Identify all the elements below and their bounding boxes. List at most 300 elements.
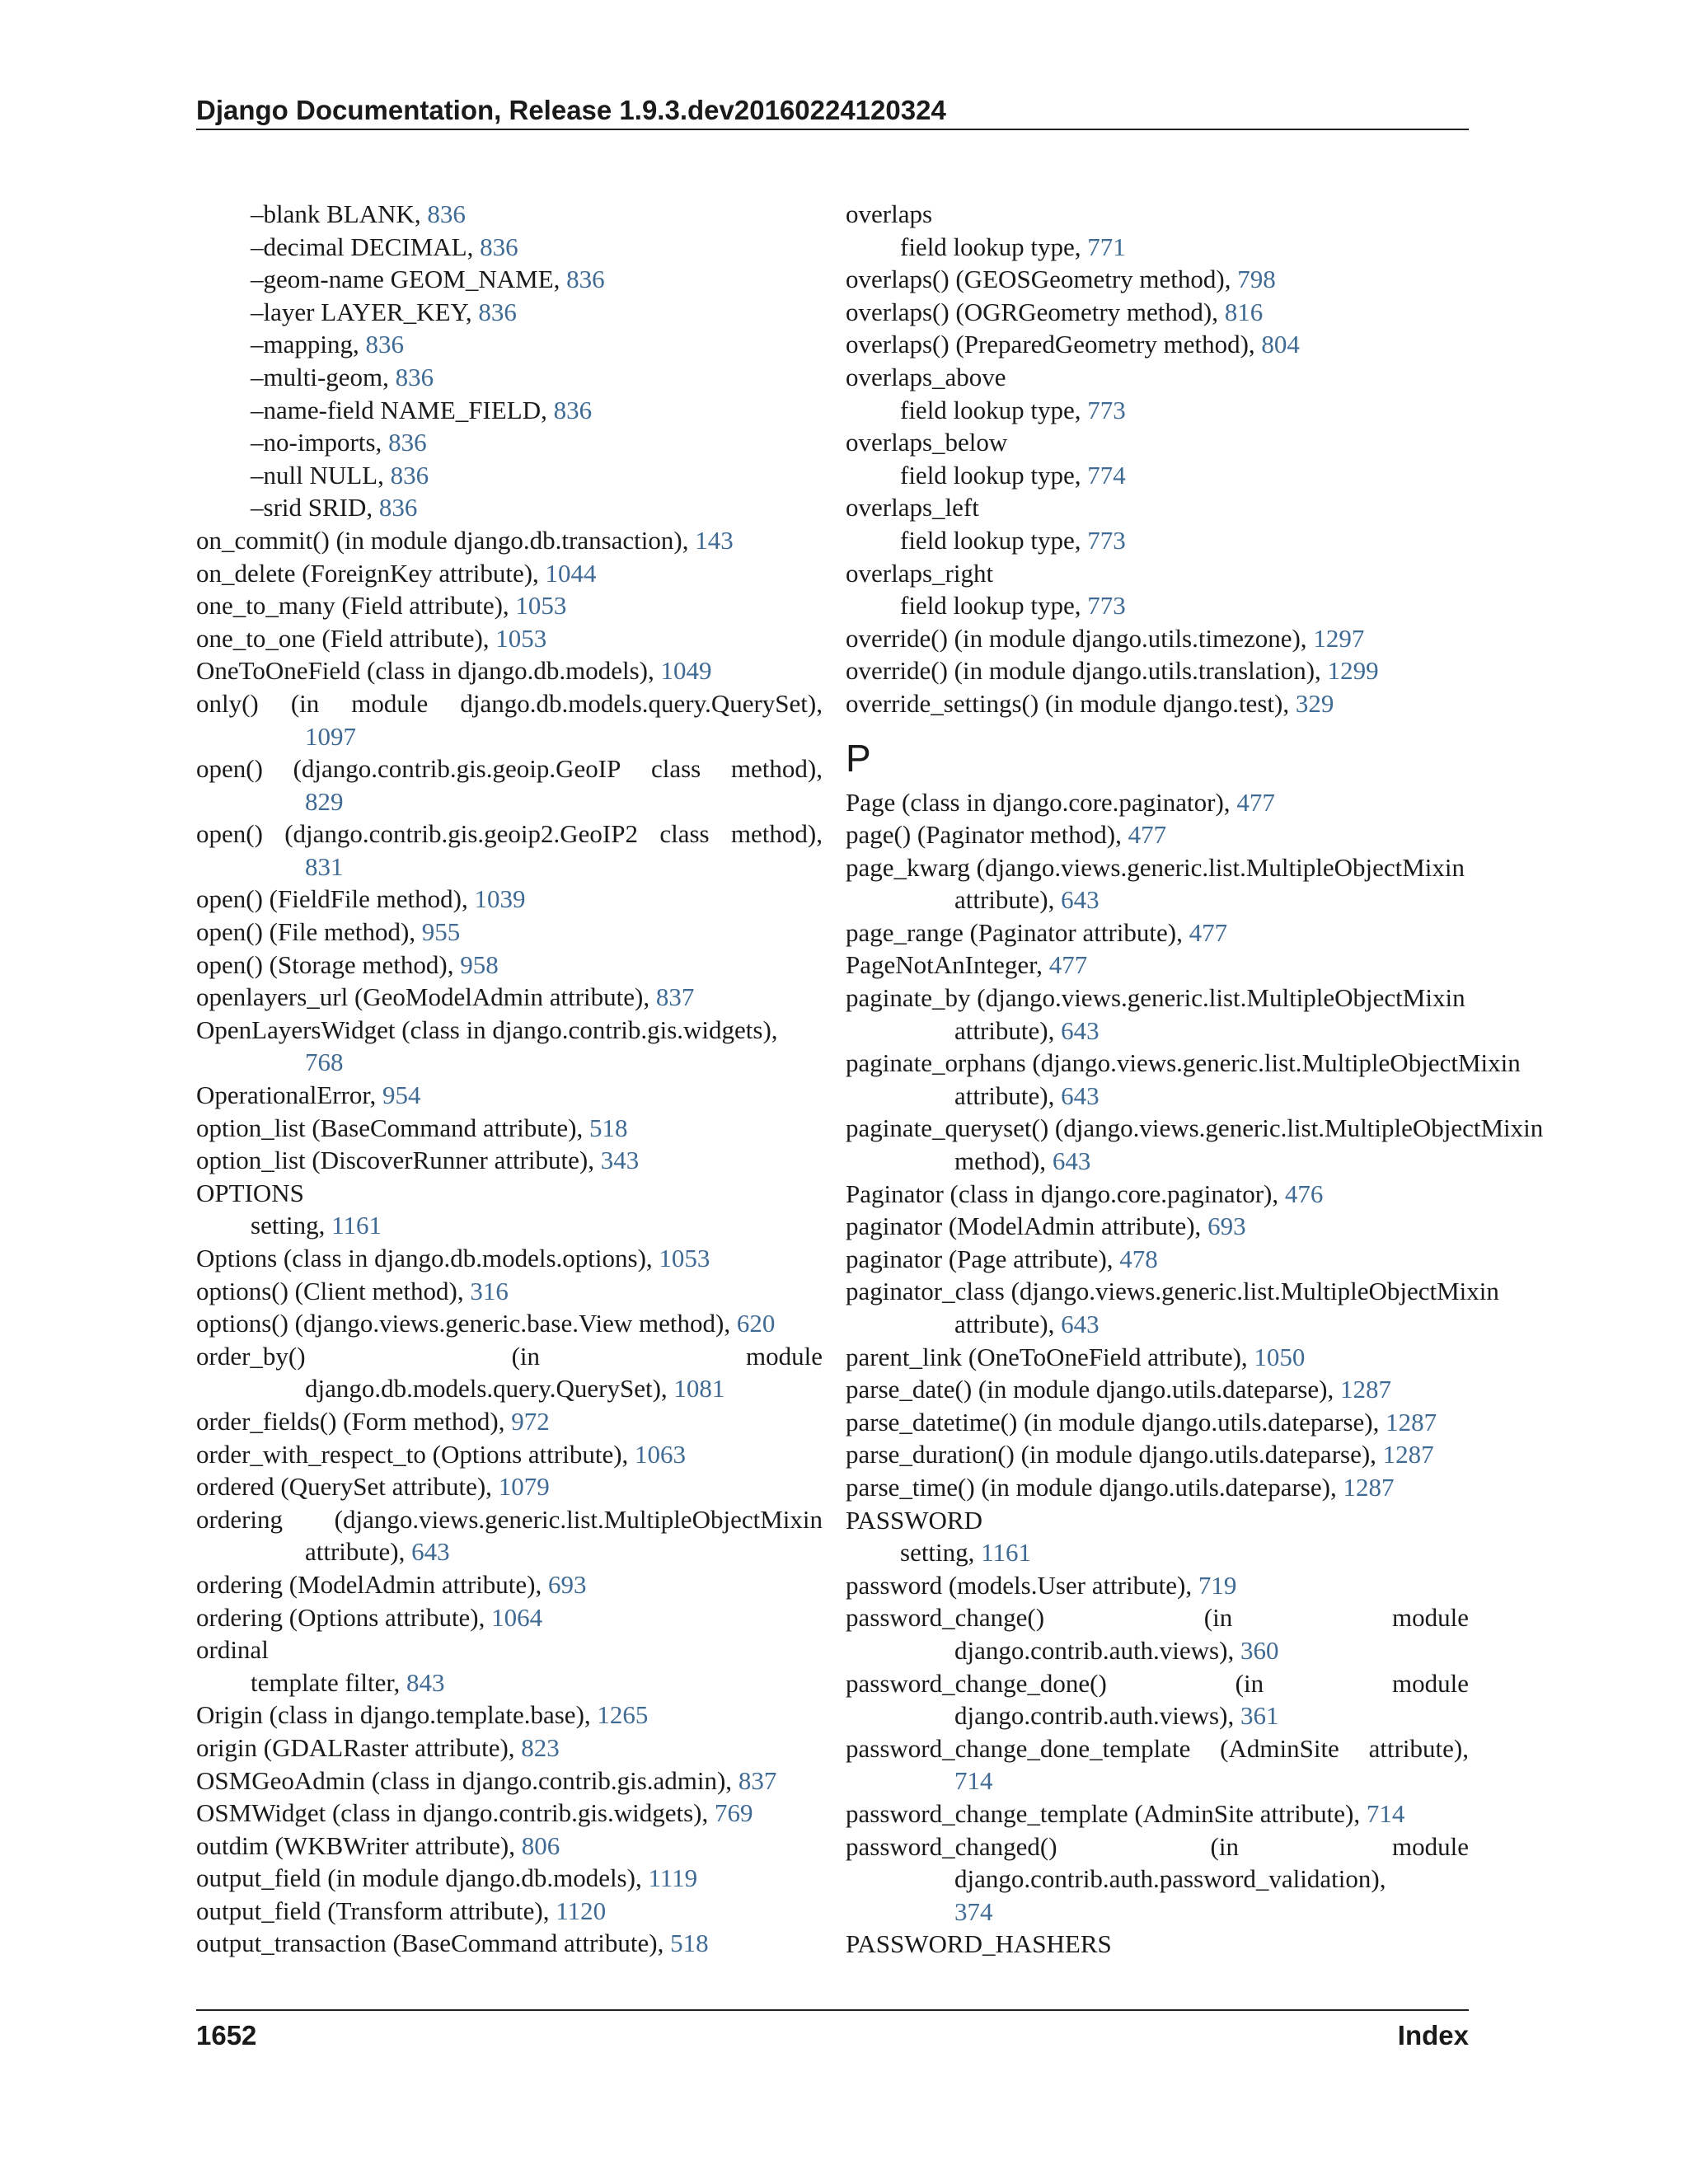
index-entry (846, 1471, 1469, 1504)
entry-text: OSMWidget (class in django.contrib.gis.widgets), (196, 1798, 715, 1828)
index-subentry (846, 231, 1469, 264)
entry-text: Page (class in django.core.paginator), (846, 787, 1237, 817)
index-entry (846, 1830, 1469, 1863)
entry-text-part: django.db.models.query.QuerySet), (460, 688, 823, 718)
entry-text-part: (in (1210, 1831, 1239, 1861)
index-entry (846, 263, 1469, 296)
entry-text: parent_link (OneToOneField attribute), (846, 1342, 1254, 1371)
page-reference-link[interactable]: 773 (1087, 525, 1126, 555)
entry-text-part: password_changed() (846, 1831, 1057, 1861)
entry-text-part: module (351, 688, 429, 718)
index-entry (196, 1797, 823, 1830)
index-subentry (846, 1536, 1469, 1569)
entry-text: attribute), (954, 885, 1062, 915)
entry-text: output_transaction (BaseCommand attribute), (196, 1929, 671, 1958)
index-entry (846, 1341, 1469, 1374)
entry-text-part: (AdminSite (1220, 1733, 1339, 1763)
entry-text-part: module (1392, 1668, 1469, 1698)
page-reference-link[interactable]: 958 (460, 949, 499, 979)
index-entry-continuation (846, 1765, 1469, 1797)
page-reference-link[interactable]: 1063 (635, 1439, 687, 1469)
entry-text: overlaps() (PreparedGeometry method), (846, 330, 1262, 359)
index-entry-continuation (846, 1015, 1469, 1047)
entry-text: override_settings() (in module django.test), (846, 688, 1296, 718)
entry-text: one_to_many (Field attribute), (196, 591, 516, 621)
entry-text-part: only() (196, 688, 259, 718)
page-reference-link[interactable]: 643 (1061, 1080, 1100, 1110)
header-rule (196, 129, 1469, 130)
page-reference-link[interactable]: 829 (305, 786, 344, 816)
entry-text: override() (in module django.utils.timezone), (846, 623, 1314, 653)
entry-text-part: open() (196, 819, 263, 849)
entry-text-part: method), (730, 754, 823, 784)
entry-text: open() (File method), (196, 917, 422, 947)
page-reference-link[interactable]: 1161 (331, 1211, 382, 1240)
index-entry (196, 949, 823, 982)
entry-text-part: (in (1203, 1603, 1233, 1633)
page-reference-link[interactable]: 769 (715, 1798, 753, 1828)
page-reference-link[interactable]: 1039 (474, 884, 526, 914)
index-entry-continuation (846, 1896, 1469, 1929)
entry-text: –multi-geom, (251, 362, 396, 391)
index-entry (196, 1112, 823, 1145)
index-entry (196, 1568, 823, 1601)
entry-text: overlaps_right (846, 558, 994, 588)
entry-text: overlaps (846, 199, 933, 228)
index-entry (846, 1667, 1469, 1700)
entry-text: –null NULL, (251, 460, 391, 490)
entry-text-part: (django.contrib.gis.geoip.GeoIP (293, 754, 621, 784)
entry-text-part: class (659, 819, 710, 849)
index-subentry (196, 1666, 823, 1699)
page-reference-link[interactable]: 693 (548, 1569, 587, 1599)
entry-text: open() (FieldFile method), (196, 884, 475, 914)
page-reference-link[interactable]: 836 (553, 395, 593, 424)
entry-text-part: ordering (196, 1504, 284, 1534)
index-entry (196, 1895, 823, 1928)
index-entry (196, 883, 823, 916)
index-entry (846, 198, 1469, 231)
page-reference-link[interactable]: 1064 (491, 1602, 543, 1632)
page-reference-link[interactable]: 1081 (673, 1374, 725, 1404)
index-entry (196, 1732, 823, 1765)
index-subentry (196, 263, 823, 296)
entry-text: –mapping, (251, 330, 366, 359)
index-subentry (196, 394, 823, 427)
page-reference-link[interactable]: 771 (1087, 232, 1126, 261)
page-reference-link[interactable]: 1287 (1340, 1375, 1391, 1404)
entry-text: OneToOneField (class in django.db.models), (196, 656, 661, 686)
entry-text: page_kwarg (django.views.generic.list.MultipleObjectMixin (846, 852, 1465, 882)
page-reference-link[interactable]: 714 (1366, 1798, 1405, 1828)
page-reference-link[interactable]: 843 (406, 1667, 445, 1697)
page-reference-link[interactable]: 477 (1048, 950, 1088, 980)
index-entry-continuation (196, 1372, 823, 1405)
index-entry (196, 1144, 823, 1177)
page-reference-link[interactable]: 836 (427, 199, 466, 228)
entry-text: attribute), (954, 1310, 1062, 1338)
entry-text: attribute), (305, 1537, 412, 1567)
page-reference-link[interactable]: 836 (390, 460, 429, 490)
page-reference-link[interactable]: 643 (1061, 1310, 1100, 1338)
entry-text-part: (in (1235, 1668, 1264, 1698)
index-entry (846, 654, 1469, 687)
entry-text: order_with_respect_to (Options attribute), (196, 1439, 635, 1469)
running-header: Django Documentation, Release 1.9.3.dev20160224120324 (196, 95, 946, 125)
index-column-left (196, 198, 823, 1960)
entry-text: django.contrib.auth.views), (954, 1701, 1240, 1731)
page-reference-link[interactable]: 1050 (1254, 1342, 1306, 1371)
page-reference-link[interactable]: 954 (382, 1080, 421, 1110)
index-entry (196, 1862, 823, 1895)
index-subentry (196, 231, 823, 264)
entry-text: field lookup type, (900, 591, 1088, 621)
index-entry (846, 1243, 1469, 1276)
index-entry (196, 916, 823, 949)
index-entry-continuation (846, 1699, 1469, 1732)
index-entry (846, 1928, 1469, 1961)
page-reference-link[interactable]: 316 (470, 1276, 509, 1305)
entry-text: OSMGeoAdmin (class in django.contrib.gis.admin), (196, 1765, 738, 1795)
entry-text: paginator (ModelAdmin attribute), (846, 1212, 1208, 1241)
index-entry (196, 818, 823, 851)
index-subentry (846, 524, 1469, 557)
entry-text: Origin (class in django.template.base), (196, 1700, 598, 1730)
page-reference-link[interactable]: 955 (421, 917, 461, 947)
index-entry-continuation (846, 1634, 1469, 1667)
entry-text: output_field (Transform attribute), (196, 1896, 556, 1925)
entry-text: –name-field NAME_FIELD, (251, 395, 554, 424)
index-entry-continuation (846, 1308, 1469, 1341)
entry-text: one_to_one (Field attribute), (196, 623, 496, 653)
index-entry-continuation (196, 720, 823, 753)
entry-text-part: (in (290, 688, 320, 718)
entry-text-part: module (746, 1341, 823, 1371)
page-reference-link[interactable]: 798 (1237, 265, 1276, 294)
entry-text: parse_date() (in module django.utils.dateparse), (846, 1375, 1340, 1404)
page-reference-link[interactable]: 836 (378, 493, 418, 523)
page-reference-link[interactable]: 1287 (1343, 1472, 1395, 1502)
index-entry (196, 557, 823, 590)
page-reference-link[interactable]: 1120 (556, 1896, 607, 1925)
page-reference-link[interactable]: 837 (738, 1765, 777, 1795)
index-entry (846, 687, 1469, 720)
entry-text: password (models.User attribute), (846, 1570, 1198, 1600)
index-entry (196, 1765, 823, 1797)
page-reference-link[interactable]: 1097 (305, 721, 356, 751)
index-entry (196, 1079, 823, 1112)
entry-text: order_fields() (Form method), (196, 1406, 512, 1436)
index-entry (846, 1112, 1544, 1145)
page-reference-link[interactable]: 768 (305, 1047, 344, 1077)
page-reference-link[interactable]: 361 (1240, 1701, 1279, 1731)
index-entry (196, 1340, 823, 1373)
page-reference-link[interactable]: 1053 (515, 591, 567, 621)
page-reference-link[interactable]: 836 (566, 265, 605, 294)
footer-rule (196, 2009, 1469, 2011)
entry-text: –blank BLANK, (251, 199, 428, 228)
entry-text: paginate_by (django.views.generic.list.MultipleObjectMixin (846, 983, 1465, 1013)
page-reference-link[interactable]: 836 (388, 428, 427, 457)
index-entry-continuation (196, 1535, 823, 1568)
page-reference-link[interactable]: 374 (954, 1896, 993, 1926)
index-entry (846, 1601, 1469, 1634)
page-reference-link[interactable]: 477 (1128, 820, 1167, 850)
index-entry (196, 1177, 823, 1210)
entry-text: setting, (251, 1211, 332, 1240)
entry-text: –geom-name GEOM_NAME, (251, 265, 567, 294)
entry-text: options() (django.views.generic.base.View method), (196, 1309, 737, 1338)
entry-text: ordered (QuerySet attribute), (196, 1472, 499, 1502)
page-reference-link[interactable]: 643 (1061, 885, 1100, 915)
page-reference-link[interactable]: 1287 (1386, 1407, 1437, 1436)
page-reference-link[interactable]: 823 (521, 1732, 560, 1762)
index-entry (196, 1438, 823, 1471)
entry-text: django.db.models.query.QuerySet), (305, 1374, 674, 1404)
page-reference-link[interactable]: 1053 (659, 1244, 710, 1272)
entry-text: output_field (in module django.db.models), (196, 1863, 649, 1893)
entry-text: on_delete (ForeignKey attribute), (196, 558, 546, 588)
index-entry (196, 1633, 823, 1666)
index-entry (846, 1047, 1521, 1080)
index-entry-continuation (846, 1863, 1469, 1896)
page-reference-link[interactable]: 693 (1207, 1212, 1246, 1241)
entry-text-part: open() (196, 754, 263, 784)
entry-text-part: password_change_done() (846, 1668, 1107, 1698)
entry-text: ordering (Options attribute), (196, 1602, 492, 1632)
page-reference-link[interactable]: 1287 (1382, 1440, 1434, 1469)
page-reference-link[interactable]: 518 (670, 1929, 709, 1958)
index-entry (846, 426, 1469, 459)
index-entry (196, 1014, 823, 1047)
index-entry (846, 1178, 1469, 1211)
index-entry-continuation (196, 851, 823, 883)
page-reference-link[interactable]: 1161 (981, 1538, 1032, 1568)
index-entry (196, 1405, 823, 1438)
index-subentry (196, 296, 823, 329)
page-reference-link[interactable]: 1119 (648, 1863, 698, 1893)
entry-text: OperationalError, (196, 1080, 382, 1110)
index-entry-continuation (196, 785, 823, 818)
entry-text: outdim (WKBWriter attribute), (196, 1830, 522, 1860)
entry-text: attribute), (954, 1080, 1062, 1110)
index-subentry (196, 459, 823, 492)
entry-text: option_list (BaseCommand attribute), (196, 1113, 589, 1142)
page-reference-link[interactable]: 804 (1261, 330, 1300, 359)
page-reference-link[interactable]: 620 (736, 1309, 776, 1338)
index-entry (846, 328, 1469, 361)
page-reference-link[interactable]: 837 (655, 982, 695, 1012)
index-entry (196, 654, 823, 687)
page-reference-link[interactable]: 806 (521, 1830, 560, 1860)
index-entry (846, 818, 1469, 851)
page-reference-link[interactable]: 478 (1119, 1244, 1158, 1273)
page-reference-link[interactable]: 360 (1240, 1635, 1279, 1665)
entry-text: field lookup type, (900, 395, 1088, 424)
index-entry (846, 361, 1469, 394)
index-subentry (846, 589, 1469, 622)
index-entry (846, 1797, 1469, 1830)
entry-text-part: method), (730, 819, 823, 849)
page-reference-link[interactable]: 836 (395, 362, 434, 391)
page-reference-link[interactable]: 831 (305, 851, 344, 881)
page-reference-link[interactable]: 1265 (597, 1700, 649, 1730)
index-entry (196, 1275, 823, 1308)
index-entry-continuation (196, 1046, 823, 1079)
page-reference-link[interactable]: 774 (1087, 460, 1126, 490)
entry-text: option_list (DiscoverRunner attribute), (196, 1146, 601, 1175)
footer-section: Index (1397, 2020, 1469, 2050)
entry-text: paginator (Page attribute), (846, 1244, 1120, 1273)
index-letter-heading: P (846, 736, 871, 780)
page-reference-link[interactable]: 143 (695, 525, 734, 555)
entry-text: ordinal (196, 1635, 269, 1665)
index-entry (196, 622, 823, 655)
page-reference-link[interactable]: 1079 (498, 1472, 550, 1502)
entry-text: parse_duration() (in module django.utils.dateparse), (846, 1440, 1383, 1469)
index-entry-continuation (846, 1145, 1469, 1178)
index-entry (846, 1210, 1469, 1243)
entry-text: field lookup type, (900, 460, 1088, 490)
page-reference-link[interactable]: 1049 (660, 656, 712, 686)
entry-text: setting, (900, 1538, 982, 1568)
page-number: 1652 (196, 2020, 257, 2050)
entry-text: overlaps_left (846, 493, 979, 523)
page-reference-link[interactable]: 477 (1189, 917, 1228, 947)
entry-text: password_change_template (AdminSite attribute), (846, 1798, 1367, 1828)
entry-text-part: class (650, 754, 701, 784)
entry-text: django.contrib.auth.views), (954, 1635, 1240, 1665)
entry-text: ordering (ModelAdmin attribute), (196, 1569, 549, 1599)
entry-text: field lookup type, (900, 232, 1088, 261)
entry-text-part: order_by() (196, 1341, 306, 1371)
entry-text: options() (Client method), (196, 1276, 471, 1305)
index-entry (846, 491, 1469, 524)
entry-text-part: module (1392, 1831, 1469, 1861)
index-entry (846, 1569, 1469, 1602)
page-reference-link[interactable]: 1299 (1327, 656, 1379, 686)
entry-text: overlaps_above (846, 362, 1006, 391)
entry-text: PASSWORD_HASHERS (846, 1929, 1112, 1959)
index-entry (196, 687, 823, 720)
entry-text-part: attribute), (1368, 1733, 1469, 1763)
page-reference-link[interactable]: 643 (1052, 1146, 1091, 1176)
index-entry (196, 524, 823, 557)
page-reference-link[interactable]: 719 (1198, 1570, 1237, 1600)
page-reference-link[interactable]: 816 (1224, 297, 1264, 326)
page-reference-link[interactable]: 773 (1087, 591, 1126, 621)
entry-text: paginator_class (django.views.generic.list.MultipleObjectMixin (846, 1277, 1499, 1306)
page-reference-link[interactable]: 329 (1295, 688, 1334, 718)
index-entry-continuation (846, 883, 1469, 916)
entry-text: parse_datetime() (in module django.utils.dateparse), (846, 1407, 1386, 1436)
entry-text-part: (in (511, 1341, 540, 1371)
entry-text: openlayers_url (GeoModelAdmin attribute), (196, 982, 656, 1012)
index-entry (196, 1699, 823, 1732)
index-entry (846, 949, 1469, 982)
page-reference-link[interactable]: 773 (1087, 395, 1126, 424)
entry-text-part: password_change() (846, 1603, 1045, 1633)
index-subentry (196, 491, 823, 524)
index-subentry (846, 459, 1469, 492)
page-reference-link[interactable]: 836 (365, 330, 404, 359)
entry-text: django.contrib.auth.password_validation), (954, 1864, 1386, 1894)
page-reference-link[interactable]: 518 (589, 1113, 628, 1142)
entry-text: –srid SRID, (251, 493, 379, 523)
entry-text: on_commit() (in module django.db.transaction), (196, 525, 696, 555)
index-entry (846, 557, 1469, 590)
running-footer (196, 2018, 1469, 2054)
index-entry (196, 981, 823, 1014)
index-column-right (846, 198, 1544, 1961)
entry-text: open() (Storage method), (196, 949, 461, 979)
page-reference-link[interactable]: 477 (1236, 787, 1275, 817)
page-reference-link[interactable]: 1053 (495, 623, 547, 653)
page-reference-link[interactable]: 836 (480, 232, 518, 261)
entry-text: PageNotAnInteger, (846, 950, 1049, 980)
entry-text: origin (GDALRaster attribute), (196, 1732, 522, 1762)
entry-text: template filter, (251, 1667, 406, 1697)
index-entry (846, 1373, 1469, 1406)
entry-text: method), (954, 1146, 1053, 1176)
page-reference-link[interactable]: 343 (600, 1146, 640, 1175)
index-entry-continuation (846, 1080, 1469, 1113)
index-subentry (196, 198, 823, 231)
index-entry (846, 1275, 1499, 1308)
index-entry (196, 1307, 823, 1340)
entry-text: –layer LAYER_KEY, (251, 297, 479, 326)
entry-text: PASSWORD (846, 1505, 982, 1535)
page-reference-link[interactable]: 1297 (1313, 623, 1365, 653)
index-subentry (196, 328, 823, 361)
index-subentry (196, 1209, 823, 1242)
index-entry (196, 1601, 823, 1634)
index-entry (846, 1504, 1469, 1537)
entry-text: overlaps() (OGRGeometry method), (846, 297, 1225, 326)
entry-text: page() (Paginator method), (846, 820, 1128, 850)
page-reference-link[interactable]: 1044 (545, 558, 597, 588)
page-reference-link[interactable]: 972 (511, 1406, 550, 1436)
page-reference-link[interactable]: 643 (1061, 1015, 1100, 1045)
page-reference-link[interactable]: 836 (478, 297, 517, 326)
entry-text: parse_time() (in module django.utils.dateparse), (846, 1472, 1343, 1502)
entry-text: overlaps_below (846, 428, 1008, 457)
entry-text: –decimal DECIMAL, (251, 232, 481, 261)
index-entry (846, 1732, 1469, 1765)
page-reference-link[interactable]: 643 (411, 1537, 450, 1567)
entry-text: overlaps() (GEOSGeometry method), (846, 265, 1238, 294)
page-reference-link[interactable]: 714 (954, 1766, 993, 1796)
index-subentry (196, 426, 823, 459)
page-reference-link[interactable]: 476 (1284, 1179, 1324, 1208)
entry-text-part: (django.views.generic.list.MultipleObjectMixin (334, 1504, 823, 1534)
entry-text-part: module (1392, 1603, 1469, 1633)
entry-text: page_range (Paginator attribute), (846, 917, 1189, 947)
index-entry (846, 851, 1469, 884)
entry-text: Paginator (class in django.core.paginator), (846, 1179, 1285, 1208)
entry-text: paginate_orphans (django.views.generic.list.MultipleObjectMixin (846, 1048, 1521, 1078)
index-entry (196, 752, 823, 785)
index-subentry (846, 394, 1469, 427)
index-entry (846, 622, 1469, 655)
entry-text: field lookup type, (900, 525, 1088, 555)
index-entry (846, 786, 1469, 819)
index-entry (196, 1927, 823, 1960)
entry-text: –no-imports, (251, 428, 389, 457)
entry-text: OPTIONS (196, 1178, 304, 1207)
index-entry (846, 982, 1469, 1015)
entry-text: Options (class in django.db.models.options), (196, 1244, 659, 1272)
